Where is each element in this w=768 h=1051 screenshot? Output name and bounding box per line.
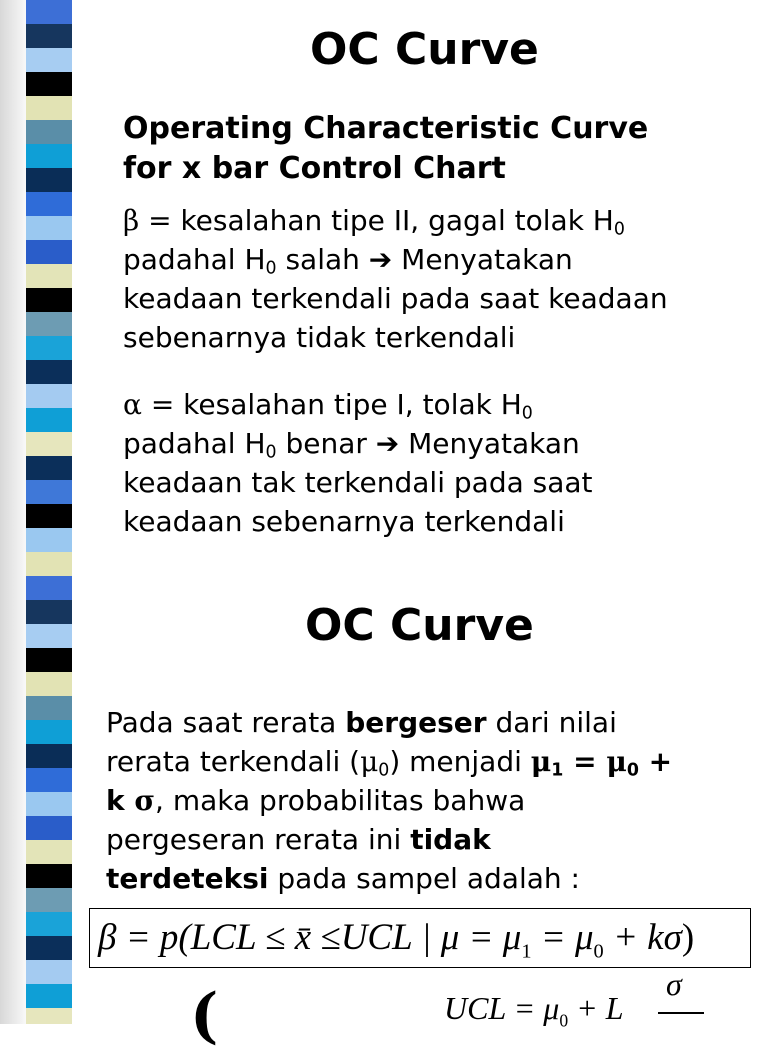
stripe-segment [26,384,72,408]
stripe-segment [26,912,72,936]
alpha-line-2: padahal $H_0$ benar ➔ Menyatakan [123,427,580,463]
stripe-segment [26,600,72,624]
stripe-segment [26,24,72,48]
stripe-segment [26,840,72,864]
beta-line-1: β = kesalahan tipe II, gagal tolak $H_0$ [123,204,625,240]
stripe-segment [26,312,72,336]
body-line-3: k σ, maka probabilitas bahwa [106,784,526,817]
stripe-segment [26,456,72,480]
arrow-icon: ➔ [375,427,400,460]
stripe-segment [26,864,72,888]
ucl-formula: UCL = $\mu_0 + L$ [444,990,624,1031]
alpha-line-3: keadaan tak terkendali pada saat [123,466,593,499]
alpha-symbol: α [123,388,142,421]
stripe-segment [26,168,72,192]
stripe-segment [26,360,72,384]
slide-subtitle-line2: for x bar Control Chart [123,151,506,186]
alpha-line-4: keadaan sebenarnya terkendali [123,505,565,538]
stripe-segment [26,0,72,24]
stripe-segment [26,504,72,528]
stripe-segment [26,72,72,96]
beta-symbol: β [123,204,140,237]
fraction-bar [658,1012,704,1014]
slide-title: OC Curve [310,24,539,75]
body-line-2: rerata terkendali $(\mu_0)$ menjadi $\mu_1 = \mu_0$ + [106,745,673,781]
stripe-segment [26,696,72,720]
stripe-segment [26,984,72,1008]
stripe-segment [26,1008,72,1024]
decorative-stripe [26,0,72,576]
stripe-segment [26,816,72,840]
arrow-icon: ➔ [368,243,393,276]
stripe-segment [26,552,72,576]
body-line-4: pergeseran rerata ini tidak [106,823,491,856]
beta-line-4: sebenarnya tidak terkendali [123,321,516,354]
beta-line-2: padahal $H_0$ salah ➔ Menyatakan [123,243,573,279]
stripe-segment [26,216,72,240]
stripe-segment [26,720,72,744]
slide-subtitle-line1: Operating Characteristic Curve [123,111,649,146]
stripe-segment [26,648,72,672]
beta-formula-box: β = p(LCL ≤ x̄ ≤UCL | $\mu = \mu_1 = \mu_0 + k\sigma$) [89,908,751,968]
stripe-segment [26,480,72,504]
stripe-segment [26,288,72,312]
stripe-segment [26,672,72,696]
decorative-stripe [26,576,72,1024]
stripe-segment [26,144,72,168]
beta-line-3: keadaan terkendali pada saat keadaan [123,282,668,315]
stripe-segment [26,120,72,144]
stripe-segment [26,264,72,288]
stripe-segment [26,960,72,984]
stripe-segment [26,432,72,456]
slide-title: OC Curve [305,600,534,651]
stripe-segment [26,576,72,600]
stripe-segment [26,792,72,816]
stripe-segment [26,768,72,792]
stripe-segment [26,528,72,552]
stripe-segment [26,744,72,768]
partial-formula-paren: ( [190,981,219,1051]
stripe-segment [26,336,72,360]
body-line-5: terdeteksi pada sampel adalah : [106,862,580,895]
stripe-segment [26,408,72,432]
body-line-1: Pada saat rerata bergeser dari nilai [106,706,617,739]
stripe-segment [26,192,72,216]
alpha-line-1: α = kesalahan tipe I, tolak $H_0$ [123,388,533,424]
stripe-segment [26,48,72,72]
stripe-segment [26,624,72,648]
stripe-segment [26,888,72,912]
stripe-segment [26,96,72,120]
ucl-formula-sigma: σ [666,966,682,1002]
stripe-segment [26,240,72,264]
stripe-segment [26,936,72,960]
